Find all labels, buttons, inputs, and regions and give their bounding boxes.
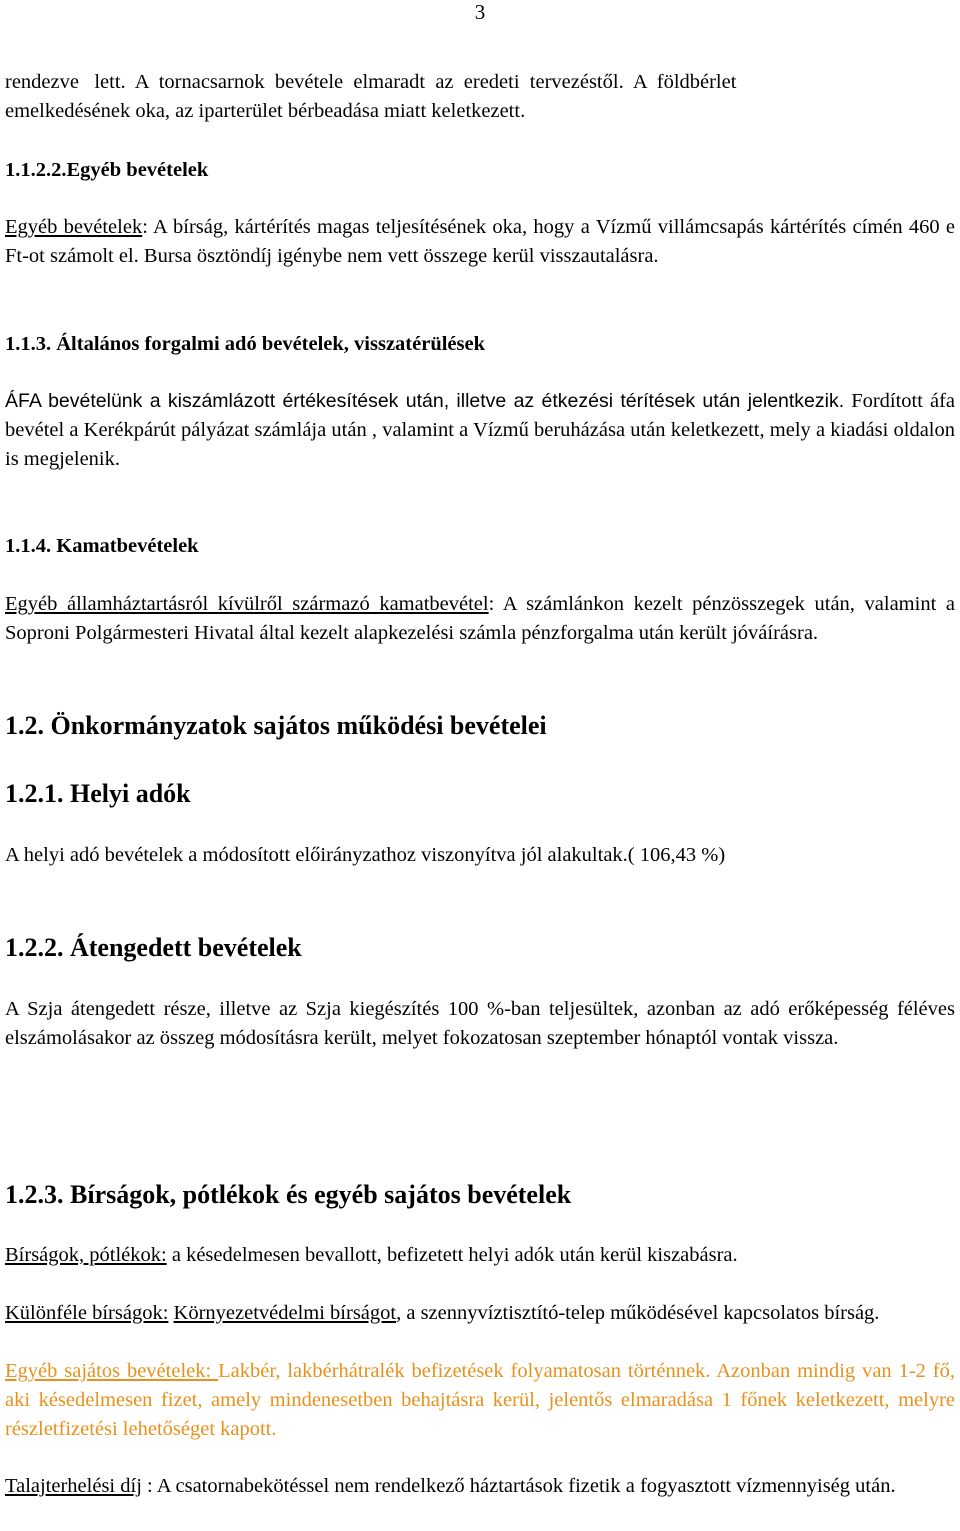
paragraph-atengedett: A Szja átengedett része, illetve az Szja kiegészítés 100 %-ban teljesültek, azonban az adó erőképesség féléves elszámolásakor az összeg módosításra került, melyet fokozatosan szeptember hónaptól vontak vissza. (5, 998, 955, 1049)
kulonfele-label: Különféle bírságok: (5, 1302, 169, 1324)
egyeb-bevetelek-text: : A bírság, kártérítés magas teljesítésének oka, hogy a Vízmű villámcsapás kártérítés címén 460 e Ft-ot számolt el. Bursa ösztöndíj igénybe nem vett összege kerül visszautalásra. (5, 216, 955, 267)
paragraph-egyeb-sajatos (5, 1357, 955, 1444)
heading-1-2-1: 1.2.1. Helyi adók (5, 779, 191, 808)
heading-1-1-4: 1.1.4. Kamatbevételek (5, 535, 199, 557)
paragraph-egyeb-bevetelek (5, 213, 955, 271)
birsagok-label: Bírságok, pótlékok: (5, 1244, 167, 1266)
kamat-label: Egyéb államháztartásról kívülről származó kamatbevétel (5, 593, 489, 615)
kulonfele-text: , a szennyvíztisztító-telep működésével kapcsolatos bírság. (396, 1302, 880, 1324)
birsagok-text: a késedelmesen bevallott, befizetett helyi adók után kerül kiszabásra. (166, 1244, 738, 1266)
kornyezetvedelmi-label: Környezetvédelmi bírságot (173, 1302, 397, 1324)
heading-1-2: 1.2. Önkormányzatok sajátos működési bevételei (5, 711, 547, 740)
afa-text-a: ÁFA bevételünk a kiszámlázott értékesítések után, illetve az étkezési térítések után jelentkezik. (5, 390, 845, 412)
paragraph-helyi-adok: A helyi adó bevételek a módosított előirányzathoz viszonyítva jól alakultak.( 106,43 %) (5, 844, 726, 866)
paragraph-line: rendezve lett. A tornacsarnok bevétele elmaradt az eredeti tervezéstől. A földbérlet (5, 71, 737, 93)
talajterhelesi-text: : A csatornabekötéssel nem rendelkező háztartások fizetik a fogyasztott vízmennyiség után. (141, 1475, 896, 1497)
egyeb-sajatos-text: Lakbér, lakbérhátralék befizetések folyamatosan történnek. Azonban mindig van 1-2 fő, aki késedelmesen fizet, amely mindenesetben behajtásra kerül, jelentős elmaradása 1 főnek keletkezett, melyre részletfizetési lehetőséget kapott. (5, 1360, 955, 1440)
paragraph-birsagok (5, 1241, 955, 1270)
talajterhelesi-label: Talajterhelési díj (5, 1475, 142, 1497)
egyeb-bevetelek-label: Egyéb bevételek (5, 216, 143, 238)
heading-1-2-2: 1.2.2. Átengedett bevételek (5, 933, 302, 962)
paragraph-talajterhelesi (5, 1472, 955, 1501)
paragraph-kamat (5, 590, 955, 648)
paragraph-afa (5, 387, 955, 474)
heading-1-1-3: 1.1.3. Általános forgalmi adó bevételek, visszatérülések (5, 333, 485, 355)
egyeb-sajatos-label: Egyéb sajátos bevételek: (5, 1360, 219, 1382)
heading-1-2-3: 1.2.3. Bírságok, pótlékok és egyéb sajátos bevételek (5, 1180, 572, 1209)
heading-1-1-2-2: 1.1.2.2.Egyéb bevételek (5, 159, 209, 181)
paragraph-kulonfele-birsagok (5, 1299, 955, 1328)
paragraph-tornacsarnok (5, 68, 955, 126)
kamat-text: : A számlánkon kezelt pénzösszegek után, valamint a Soproni Polgármesteri Hivatal által kezelt alapkezelési számla pénzforgalma után került jóváírásra. (5, 593, 955, 644)
page-number: 3 (474, 0, 486, 24)
afa-text-b: Fordított áfa bevétel a Kerékpárút pályázat számlája után , valamint a Vízmű beruházása után keletkezett, mely a kiadási oldalon is megjelenik. (5, 390, 955, 470)
paragraph-line: emelkedésének oka, az iparterület bérbeadása miatt keletkezett. (5, 100, 526, 122)
